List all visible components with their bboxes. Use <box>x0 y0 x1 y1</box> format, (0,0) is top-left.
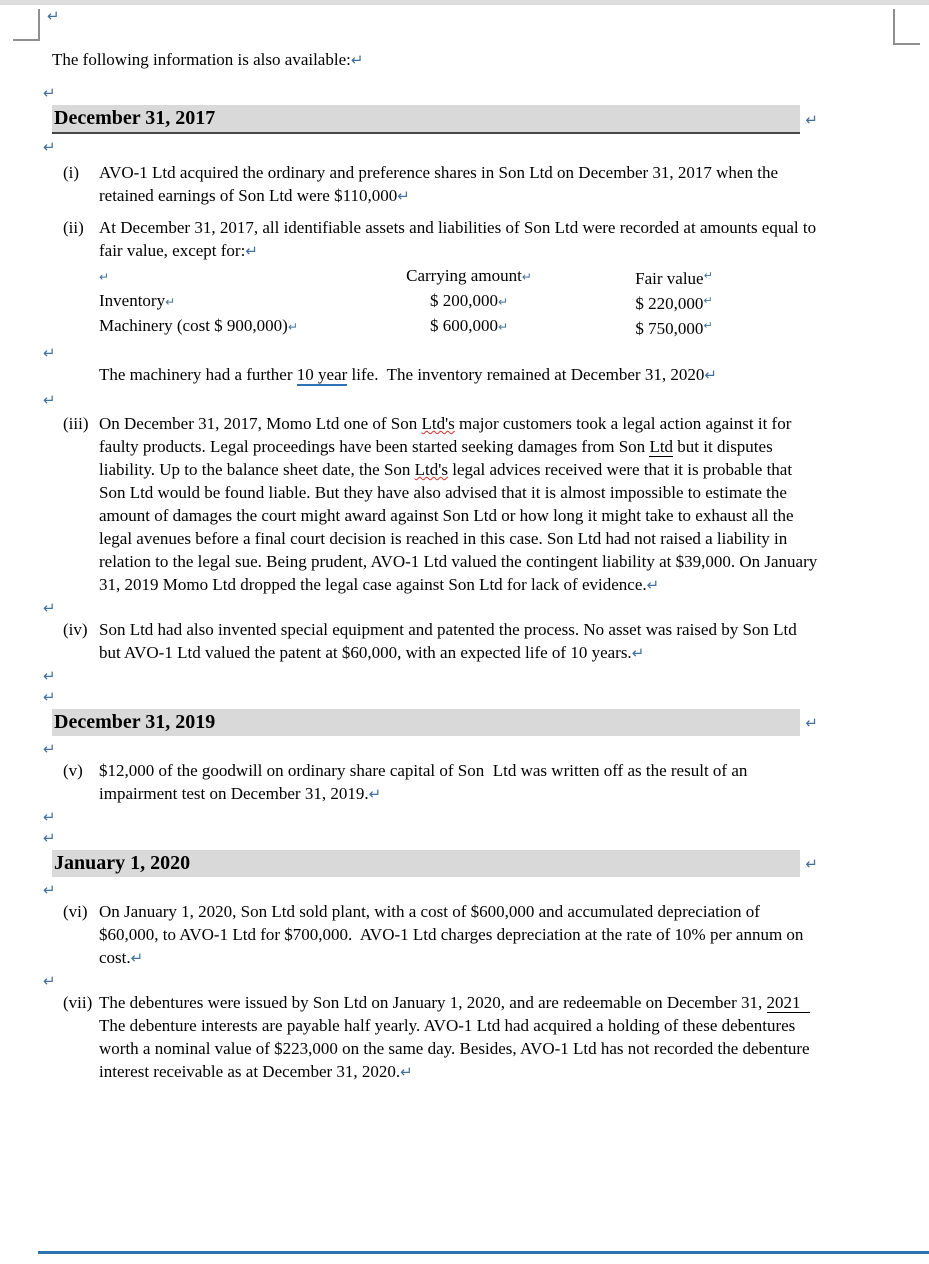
column-header-fair-value <box>584 265 764 290</box>
list-item-ii <box>52 216 821 263</box>
table-cell-label <box>99 315 354 340</box>
table-row-inventory <box>99 290 818 315</box>
table-cell-carrying <box>354 290 584 315</box>
column-header-text: Fair value <box>635 269 704 288</box>
paragraph-mark: ↵ <box>245 242 258 260</box>
list-number: (iv) <box>63 620 88 639</box>
margin-crop-mark-top-left <box>13 9 40 41</box>
list-number: (ii) <box>63 218 84 237</box>
paragraph-mark: ↵ <box>43 740 56 758</box>
row-label-text: Machinery (cost $ 900,000) <box>99 316 288 335</box>
paragraph-mark: ↵ <box>805 110 818 129</box>
paragraph-mark: ↵ <box>521 270 532 284</box>
cell-value-text: $ 200,000 <box>429 291 498 310</box>
margin-crop-mark-top-right <box>893 9 920 45</box>
table-cell-fair <box>584 315 764 340</box>
section-heading-jan-1-2020 <box>52 850 818 877</box>
empty-paragraph <box>43 806 818 827</box>
paragraph-mark: ↵ <box>43 881 56 899</box>
paragraph-mark: ↵ <box>497 320 509 334</box>
column-header-carrying-amount <box>354 265 584 290</box>
empty-paragraph <box>43 738 818 759</box>
empty-paragraph <box>43 686 818 707</box>
paragraph-mark: ↵ <box>704 366 717 384</box>
paragraph-mark: ↵ <box>497 295 509 309</box>
list-item-text: major customers took a legal action against it for faulty products. Legal proceedings have been started seeking damages from Son <box>99 414 796 456</box>
underlined-text: 2021 <box>767 993 810 1013</box>
intro-paragraph <box>52 48 818 72</box>
section-heading-dec-31-2019 <box>52 709 818 736</box>
paragraph-mark: ↵ <box>703 319 713 332</box>
paragraph-mark: ↵ <box>47 7 60 25</box>
list-item-i <box>52 161 818 208</box>
paragraph-mark: ↵ <box>43 829 56 847</box>
underlined-text: Ltd <box>649 437 674 456</box>
list-item-text: On December 31, 2017, Momo Ltd one of Son <box>99 414 422 433</box>
section-heading-text: December 31, 2017 <box>54 107 216 129</box>
blue-underlined-text: 10 year <box>296 365 348 384</box>
paragraph-mark: ↵ <box>703 294 713 307</box>
list-number: (vi) <box>63 902 88 921</box>
empty-paragraph <box>43 665 818 686</box>
paragraph-mark: ↵ <box>703 269 713 282</box>
table-row-machinery <box>99 315 818 340</box>
list-item-vii <box>52 991 818 1084</box>
paragraph-mark: ↵ <box>43 688 56 706</box>
empty-paragraph <box>43 389 818 410</box>
paragraph-mark: ↵ <box>43 808 56 826</box>
empty-paragraph <box>43 827 818 848</box>
paragraph-mark: ↵ <box>397 187 410 205</box>
section-heading-text: December 31, 2019 <box>54 711 216 733</box>
paragraph-mark: ↵ <box>350 51 364 69</box>
empty-paragraph <box>43 970 818 991</box>
cell-value-text: $ 220,000 <box>635 294 704 313</box>
paragraph-mark: ↵ <box>368 785 382 803</box>
list-number: (vii) <box>63 993 93 1012</box>
paragraph-mark: ↵ <box>43 599 56 617</box>
list-item-text: On January 1, 2020, Son Ltd sold plant, with a cost of $600,000 and accumulated depreciation of $60,000, to AVO-1 Ltd for $700,000. AVO-1 Ltd charges depreciation at the rate of 10% per annum on cost. <box>99 902 808 967</box>
empty-paragraph <box>43 136 818 157</box>
paragraph-mark: ↵ <box>805 713 818 732</box>
list-item-text: Son Ltd had also invented special equipment and patented the process. No asset was raised by Son Ltd but AVO-1 Ltd valued the patent at $60,000, with an expected life of 10 years. <box>99 620 802 662</box>
list-item-iv <box>52 618 818 665</box>
paragraph-mark: ↵ <box>43 84 56 102</box>
paragraph-mark: ↵ <box>631 644 645 662</box>
paragraph-mark: ↵ <box>43 972 56 990</box>
empty-paragraph <box>43 82 818 103</box>
list-number: (iii) <box>63 414 89 433</box>
list-item-text: but it disputes liability. Up to the balance sheet date, the Son <box>99 437 777 479</box>
list-item-vi <box>52 900 818 970</box>
row-label-text: Inventory <box>99 291 166 310</box>
table-cell-label <box>99 290 354 315</box>
list-item-v <box>52 759 818 806</box>
section-heading-bar <box>52 105 800 134</box>
empty-paragraph <box>43 342 818 363</box>
list-number: (v) <box>63 761 83 780</box>
paragraph-mark: ↵ <box>646 576 660 594</box>
paragraph-mark: ↵ <box>43 391 56 409</box>
paragraph-mark: ↵ <box>400 1063 413 1081</box>
note-text: life. The inventory remained at December 31, 2020 <box>347 365 705 384</box>
list-item-text: legal advices received were that it is probable that Son Ltd would be found liable. But they have also advised that it is almost impossible to estimate the amount of damages the court might award against Son Ltd or how long it might take to exhaust all the legal avenues before a final court decision is reached in this case. Son Ltd had not raised a liability in relation to the legal sue. Being prudent, AVO-1 Ltd valued the contingent liability at $39,000. On January 31, 2019 Momo Ltd dropped the legal case against Son Ltd for lack of evidence. <box>99 460 822 594</box>
section-heading-bar <box>52 850 800 877</box>
spellcheck-flagged-text: Ltd's <box>414 460 448 479</box>
page-edge <box>0 0 929 5</box>
list-item-text: The debenture interests are payable half yearly. AVO-1 Ltd had acquired a holding of these debentures worth a nominal value of $223,000 on the same day. Besides, AVO-1 Ltd has not recorded the debenture interest receivable as at December 31, 2020. <box>99 993 814 1081</box>
table-cell-carrying <box>354 315 584 340</box>
cell-value-text: $ 750,000 <box>635 319 704 338</box>
note-text: The machinery had a further <box>99 365 297 384</box>
paragraph-mark: ↵ <box>43 667 56 685</box>
empty-paragraph <box>43 879 818 900</box>
paragraph-mark: ↵ <box>43 344 56 362</box>
cell-value-text: $ 600,000 <box>429 316 498 335</box>
paragraph-mark: ↵ <box>165 295 176 309</box>
paragraph-mark: ↵ <box>805 854 818 873</box>
paragraph-mark: ↵ <box>130 949 144 967</box>
spellcheck-flagged-text: Ltd's <box>421 414 455 433</box>
list-item-text: The debentures were issued by Son Ltd on January 1, 2020, and are redeemable on December 31, <box>99 993 767 1012</box>
list-item-text: AVO-1 Ltd acquired the ordinary and preference shares in Son Ltd on December 31, 2017 when the retained earnings of Son Ltd were $110,000 <box>99 163 783 205</box>
column-header-text: Carrying amount <box>406 266 522 285</box>
list-item-text: At December 31, 2017, all identifiable assets and liabilities of Son Ltd were recorded at amounts equal to fair value, except for: <box>99 218 821 260</box>
machinery-note-paragraph <box>99 363 818 387</box>
paragraph-mark: ↵ <box>99 270 110 284</box>
section-heading-dec-31-2017 <box>52 105 818 134</box>
paragraph-mark: ↵ <box>287 320 298 334</box>
list-number: (i) <box>63 163 80 182</box>
section-heading-bar <box>52 709 800 736</box>
table-cell-empty <box>99 265 354 290</box>
section-heading-text: January 1, 2020 <box>54 852 191 874</box>
table-cell-fair <box>584 290 764 315</box>
empty-paragraph <box>43 597 818 618</box>
list-item-text: $12,000 of the goodwill on ordinary share capital of Son Ltd was written off as the result of an impairment test on December 31, 2019. <box>99 761 752 803</box>
fair-value-table-header-row <box>99 265 818 290</box>
list-item-iii <box>52 412 822 597</box>
bottom-page-rule <box>38 1251 929 1254</box>
paragraph-mark: ↵ <box>43 138 56 156</box>
intro-text: The following information is also available: <box>52 50 351 69</box>
document-content[interactable] <box>43 48 822 1084</box>
